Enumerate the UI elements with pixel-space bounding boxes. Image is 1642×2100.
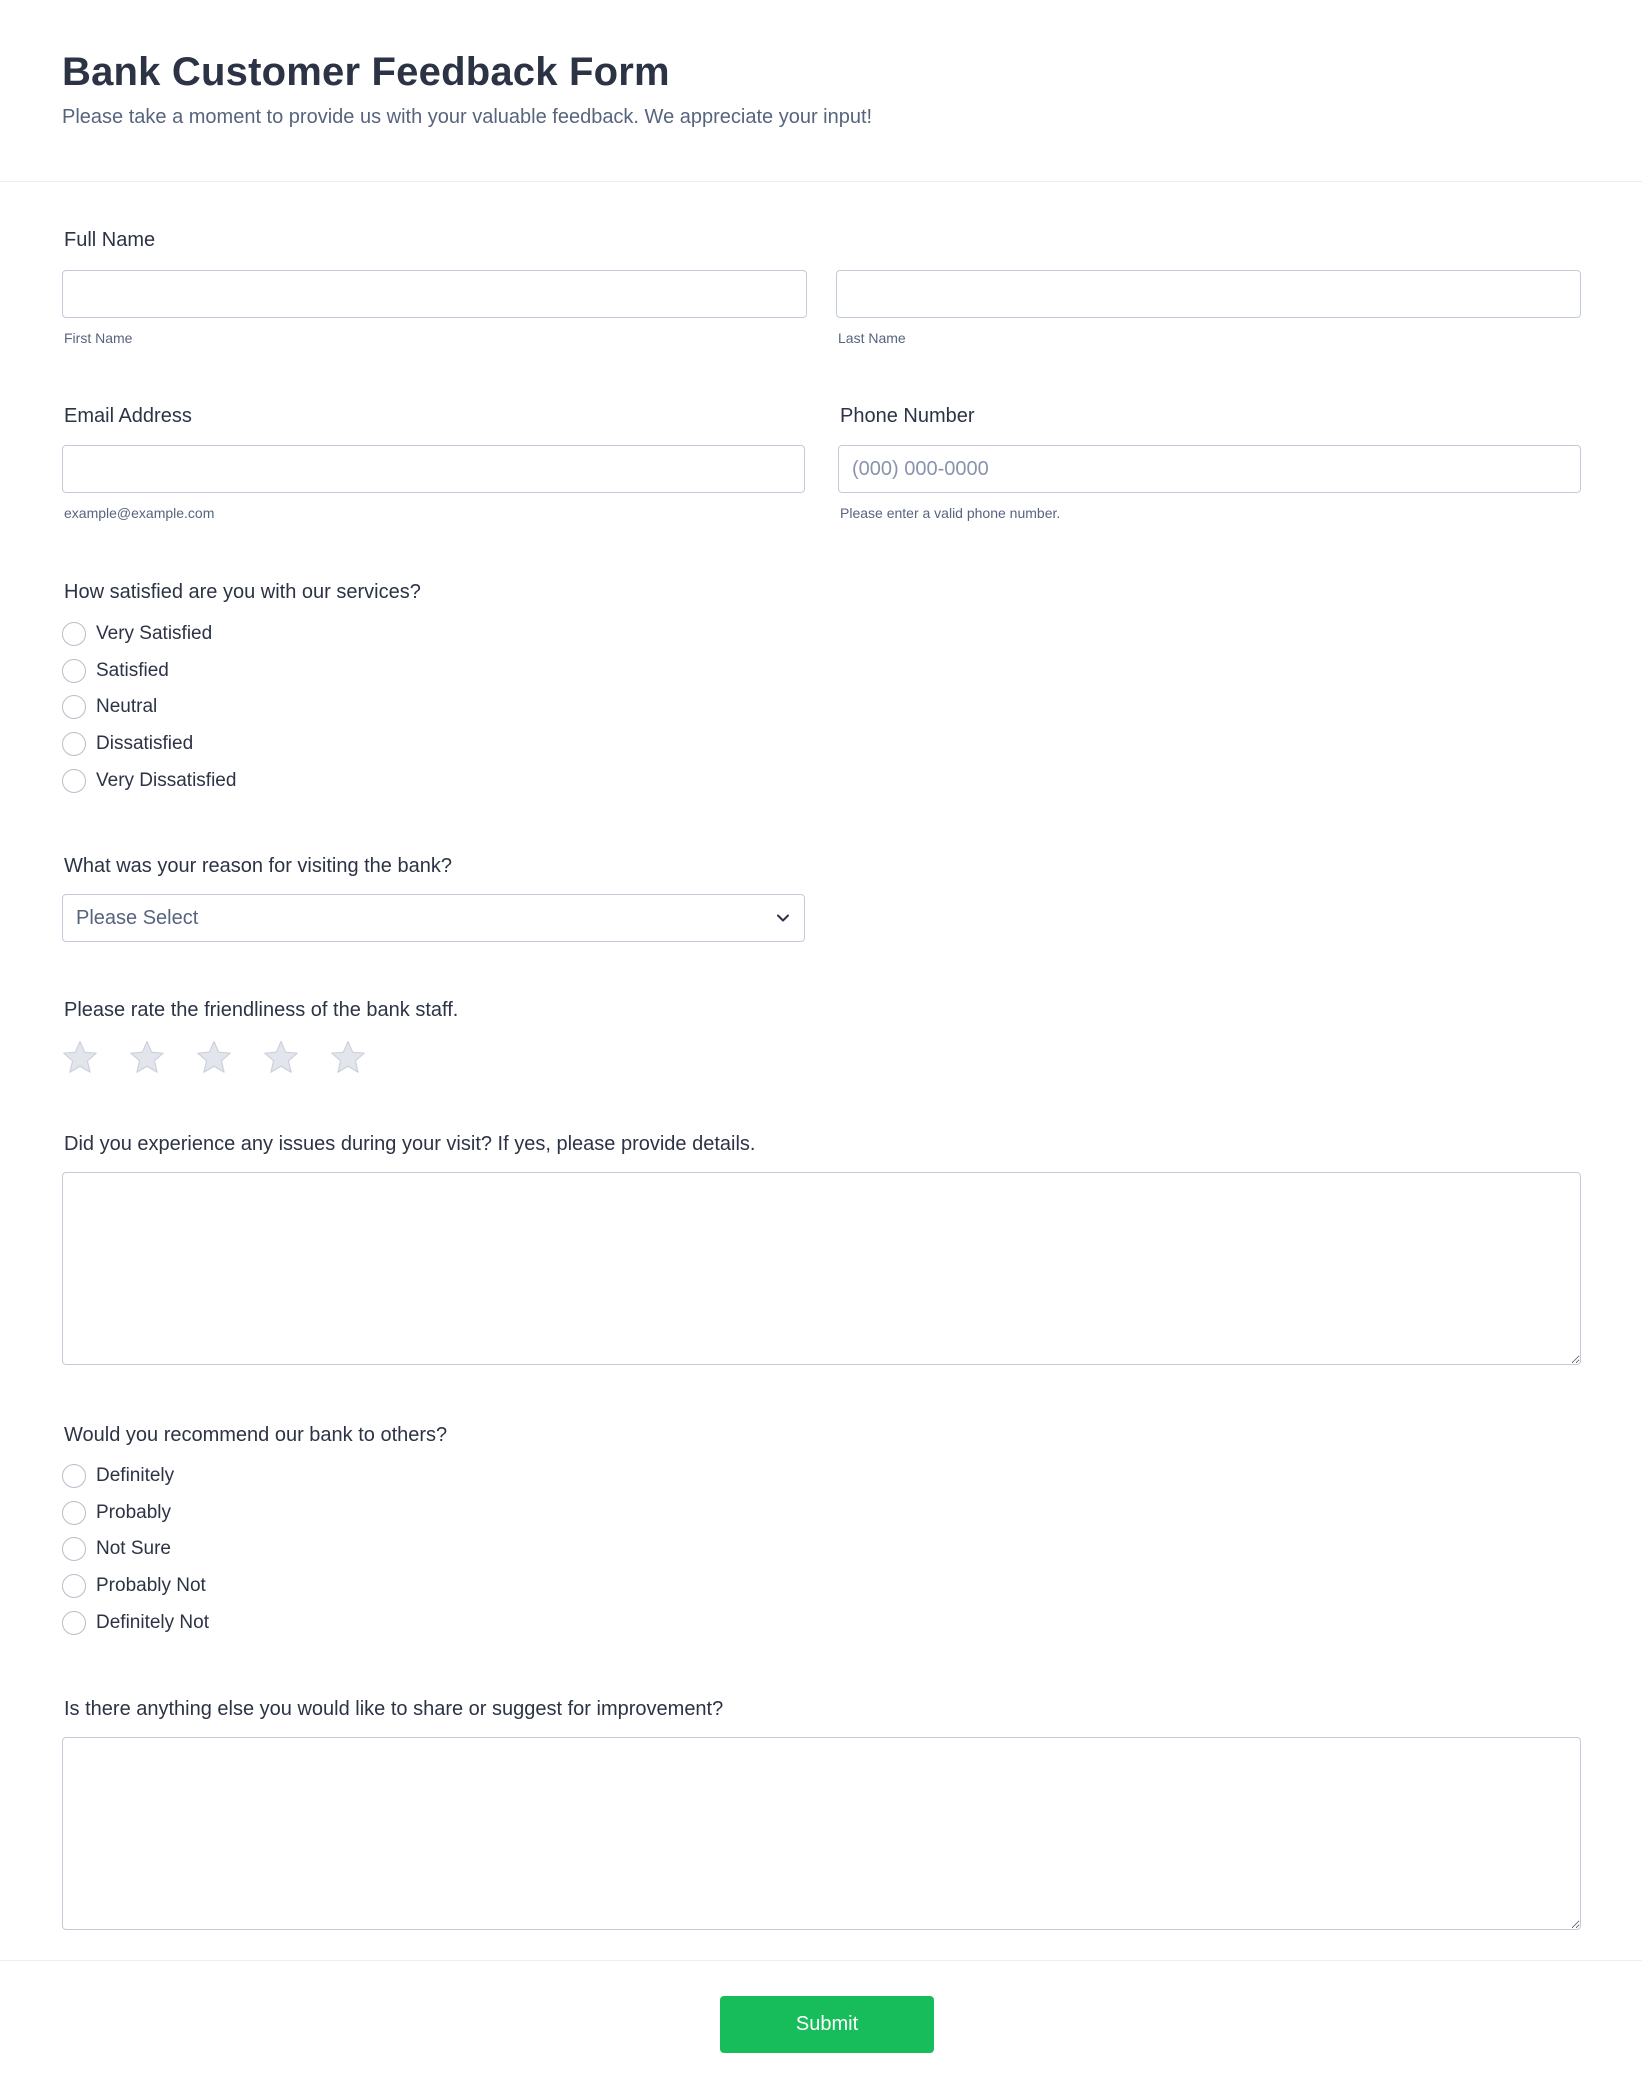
radio-button[interactable] — [62, 1501, 86, 1525]
reason-select-value: Please Select — [76, 907, 199, 929]
form-subtitle: Please take a moment to provide us with your valuable feedback. We appreciate your input! — [62, 106, 873, 128]
satisfaction-option-dissatisfied[interactable] — [62, 730, 193, 758]
recommend-option-probably-not[interactable] — [62, 1572, 206, 1600]
radio-button[interactable] — [62, 769, 86, 793]
recommend-option-probably[interactable] — [62, 1499, 171, 1527]
email-input[interactable] — [62, 445, 805, 493]
star-icon[interactable] — [194, 1038, 234, 1078]
radio-label: Probably Not — [96, 1575, 206, 1596]
phone-sublabel: Please enter a valid phone number. — [840, 505, 1061, 521]
first-name-sublabel: First Name — [64, 330, 133, 346]
chevron-down-icon — [774, 909, 792, 927]
form-title: Bank Customer Feedback Form — [62, 50, 670, 94]
submit-button[interactable]: Submit — [720, 1996, 934, 2053]
form-header — [0, 0, 1642, 182]
radio-label: Very Dissatisfied — [96, 770, 237, 791]
radio-button[interactable] — [62, 659, 86, 683]
last-name-input[interactable] — [836, 270, 1581, 318]
radio-label: Definitely Not — [96, 1612, 209, 1633]
radio-button[interactable] — [62, 622, 86, 646]
satisfaction-option-very-dissatisfied[interactable] — [62, 767, 236, 795]
star-icon[interactable] — [328, 1038, 368, 1078]
reason-question: What was your reason for visiting the bank? — [64, 855, 452, 877]
star-icon[interactable] — [127, 1038, 167, 1078]
radio-label: Dissatisfied — [96, 733, 194, 754]
email-sublabel: example@example.com — [64, 505, 215, 521]
radio-label: Probably — [96, 1502, 171, 1523]
friendliness-question: Please rate the friendliness of the bank staff. — [64, 999, 459, 1021]
radio-label: Definitely — [96, 1465, 175, 1486]
radio-label: Neutral — [96, 696, 158, 717]
radio-button[interactable] — [62, 732, 86, 756]
issues-textarea[interactable] — [62, 1172, 1581, 1365]
radio-button[interactable] — [62, 695, 86, 719]
recommend-option-definitely[interactable] — [62, 1462, 174, 1490]
phone-input[interactable] — [838, 445, 1581, 493]
star-rating — [60, 1038, 395, 1078]
radio-label: Satisfied — [96, 660, 169, 681]
phone-label: Phone Number — [840, 405, 975, 427]
radio-button[interactable] — [62, 1537, 86, 1561]
full-name-label: Full Name — [64, 229, 156, 251]
radio-button[interactable] — [62, 1611, 86, 1635]
recommend-question: Would you recommend our bank to others? — [64, 1424, 448, 1446]
radio-label: Very Satisfied — [96, 623, 213, 644]
recommend-option-not-sure[interactable] — [62, 1535, 171, 1563]
suggestions-textarea[interactable] — [62, 1737, 1581, 1930]
star-icon[interactable] — [60, 1038, 100, 1078]
recommend-option-definitely-not[interactable] — [62, 1609, 209, 1637]
satisfaction-question: How satisfied are you with our services? — [64, 581, 421, 603]
footer-divider — [0, 1960, 1642, 1961]
satisfaction-option-very-satisfied[interactable] — [62, 620, 212, 648]
star-icon[interactable] — [261, 1038, 301, 1078]
radio-button[interactable] — [62, 1464, 86, 1488]
last-name-sublabel: Last Name — [838, 330, 906, 346]
suggestions-question: Is there anything else you would like to share or suggest for improvement? — [64, 1698, 724, 1720]
first-name-input[interactable] — [62, 270, 807, 318]
reason-select[interactable] — [62, 894, 805, 942]
radio-button[interactable] — [62, 1574, 86, 1598]
email-label: Email Address — [64, 405, 192, 427]
radio-label: Not Sure — [96, 1538, 171, 1559]
satisfaction-option-satisfied[interactable] — [62, 657, 169, 685]
issues-question: Did you experience any issues during your visit? If yes, please provide details. — [64, 1133, 756, 1155]
satisfaction-option-neutral[interactable] — [62, 693, 157, 721]
